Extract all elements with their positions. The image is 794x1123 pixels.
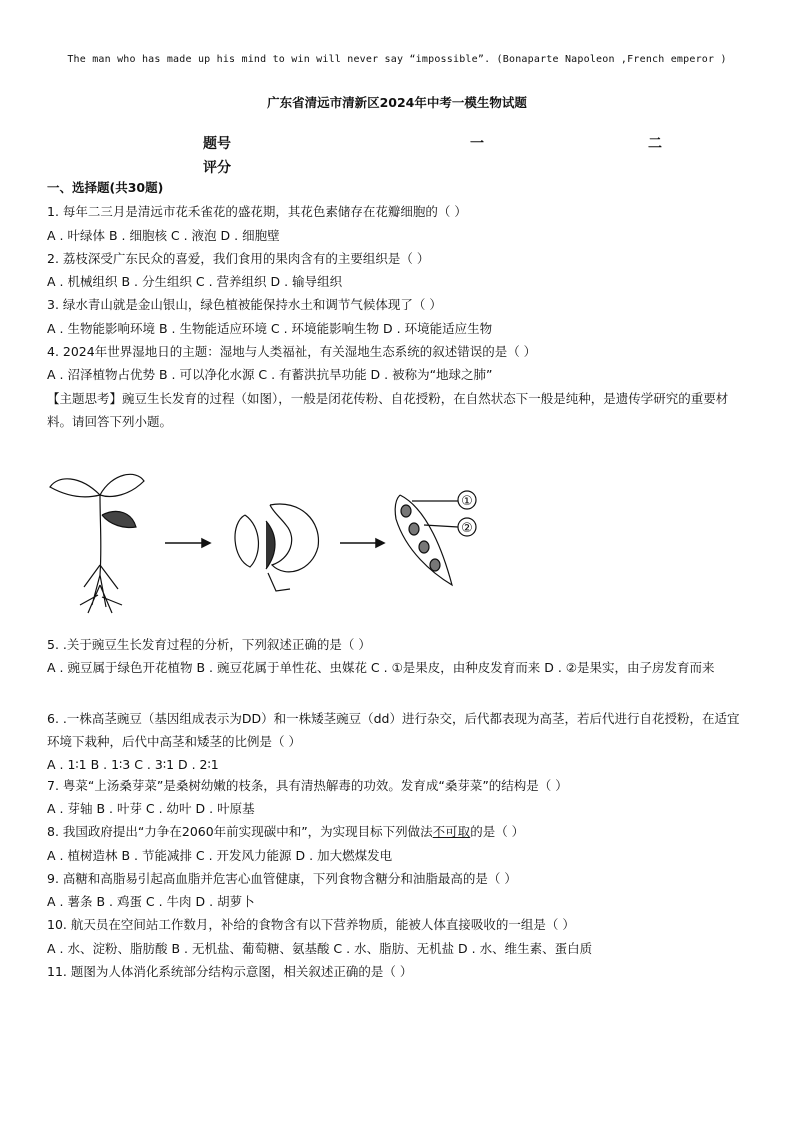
score-table-row2-label: 评分 — [203, 160, 231, 176]
pod-label-1: ① — [461, 494, 473, 509]
score-table-row1-label: 题号 — [203, 136, 231, 152]
arrow-2 — [340, 539, 384, 547]
pea-flower-illustration — [235, 504, 318, 591]
question-5: 5. .关于豌豆生长发育过程的分析，下列叙述正确的是（ ） — [47, 637, 371, 652]
question-9: 9. 高糖和高脂易引起高血脂并危害心血管健康，下列食物含糖分和油脂最高的是（ ） — [47, 871, 517, 886]
question-3: 3. 绿水青山就是金山银山，绿色植被能保持水土和调节气候体现了（ ） — [47, 297, 442, 312]
question-7: 7. 粤菜“上汤桑芽菜”是桑树幼嫩的枝条，具有清热解毒的功效。发育成“桑芽菜”的结构是（ ） — [47, 778, 568, 793]
question-1-options: A . 叶绿体 B . 细胞核 C . 液泡 D . 细胞壁 — [47, 228, 280, 243]
question-8-text-end: 的是（ ） — [470, 824, 525, 839]
question-11: 11. 题图为人体消化系统部分结构示意图，相关叙述正确的是（ ） — [47, 964, 413, 979]
question-2: 2. 荔枝深受广东民众的喜爱，我们食用的果肉含有的主要组织是（ ） — [47, 251, 430, 266]
header-motto: The man who has made up his mind to win will never say “impossible”. (Bonaparte Napoleon ,French emperor ) — [67, 54, 727, 65]
theme-intro: 【主题思考】豌豆生长发育的过程（如图），一般是闭花传粉、自花授粉，在自然状态下一般是纯种，是遗传学研究的重要材料。请回答下列小题。 — [47, 391, 729, 429]
question-8-options: A . 植树造林 B . 节能减排 C . 开发风力能源 D . 加大燃煤发电 — [47, 848, 393, 863]
question-7-options: A . 芽轴 B . 叶芽 C . 幼叶 D . 叶原基 — [47, 801, 255, 816]
question-6: 6. .一株高茎豌豆（基因组成表示为DD）和一株矮茎豌豆（dd）进行杂交，后代都表现为高茎，若后代进行自花授粉，在适宜环境下栽种，后代中高茎和矮茎的比例是（ ） — [47, 711, 740, 749]
question-2-options: A . 机械组织 B . 分生组织 C . 营养组织 D . 输导组织 — [47, 274, 343, 289]
score-table-col2: 二 — [648, 136, 662, 152]
question-4-options: A . 沼泽植物占优势 B . 可以净化水源 C . 有蓄洪抗旱功能 D . 被称为“地球之肺” — [47, 367, 493, 382]
question-3-options: A . 生物能影响环境 B . 生物能适应环境 C . 环境能影响生物 D . 环境能适应生物 — [47, 321, 493, 336]
pea-plant-illustration — [50, 474, 144, 613]
question-9-options: A . 薯条 B . 鸡蛋 C . 牛肉 D . 胡萝卜 — [47, 894, 255, 909]
pod-label-2: ② — [461, 521, 473, 536]
question-10: 10. 航天员在空间站工作数月，补给的食物含有以下营养物质，能被人体直接吸收的一组是（ ） — [47, 917, 575, 932]
question-1: 1. 每年二三月是清远市花禾雀花的盛花期，其花色素储存在花瓣细胞的（ ） — [47, 204, 467, 219]
question-5-options: A . 豌豆属于绿色开花植物 B . 豌豆花属于单性花、虫媒花 C . ①是果皮，由种皮发育而来 D . ②是果实，由子房发育而来 — [47, 660, 715, 675]
question-8 — [47, 824, 747, 840]
arrow-1 — [165, 539, 210, 547]
section-heading: 一、选择题(共30题) — [47, 180, 164, 195]
question-6-options: A . 1∶1 B . 1∶3 C . 3∶1 D . 2∶1 — [47, 757, 219, 772]
score-table-col1: 一 — [470, 136, 484, 152]
page-title: 广东省清远市清新区2024年中考一模生物试题 — [267, 95, 527, 110]
question-10-options: A . 水、淀粉、脂肪酸 B . 无机盐、葡萄糖、氨基酸 C . 水、脂肪、无机盐 D . 水、维生素、蛋白质 — [47, 941, 593, 956]
question-8-underlined: 不可取 — [432, 824, 471, 839]
question-8-text-start: 8. 我国政府提出“力争在2060年前实现碳中和”，为实现目标下列做法 — [47, 824, 433, 839]
pea-growth-figure — [40, 455, 490, 615]
question-4: 4. 2024年世界湿地日的主题：湿地与人类福祉，有关湿地生态系统的叙述错误的是（ ） — [47, 344, 537, 359]
